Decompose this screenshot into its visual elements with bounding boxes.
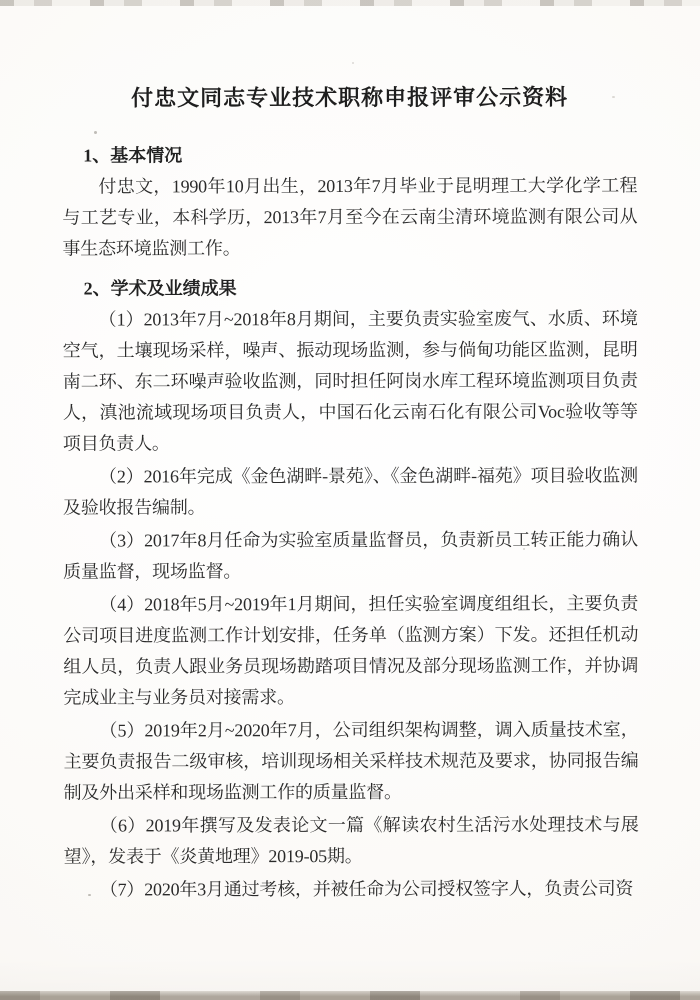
section-heading-achievements: 2、学术及业绩成果 bbox=[83, 278, 237, 299]
achievement-item-7: （7）2020年3月通过考核，并被任命为公司授权签字人，负责公司资 bbox=[99, 878, 634, 900]
scan-edge-bottom-artifact bbox=[0, 991, 700, 1000]
document-body bbox=[62, 83, 639, 907]
achievement-item-6: （6）2019年撰写及发表论文一篇《解读农村生活污水处理技术与展望》，发表于《炎黄地理》2019-05期。 bbox=[63, 814, 639, 867]
section-heading-basic-info: 1、基本情况 bbox=[83, 145, 183, 166]
achievement-item-4: （4）2018年5月~2019年1月期间，担任实验室调度组组长，主要负责公司项目进度监测工作计划安排，任务单（监测方案）下发。还担任机动组人员，负责人跟业务员现场勘踏项目情况及部分现场监测工作，并协调完成业主与业务员对接需求。 bbox=[63, 593, 639, 708]
achievement-item-1: （1）2013年7月~2018年8月期间，主要负责实验室废气、水质、环境空气，土壤现场采样，噪声、振动现场监测，参与倘甸功能区监测，昆明南二环、东二环噪声验收监测，同时担任阿岗水库工程环境监测项目负责人，滇池流域现场项目负责人，中国石化云南石化有限公司Voc验收等等项目负责人。 bbox=[62, 308, 638, 454]
document-title: 付忠文同志专业技术职称申报评审公示资料 bbox=[131, 84, 569, 111]
achievement-item-5: （5）2019年2月~2020年7月，公司组织架构调整，调入质量技术室，主要负责报告二级审核，培训现场相关采样技术规范及要求，协同报告编制及外出采样和现场监测工作的质量监督。 bbox=[63, 719, 639, 803]
basic-info-paragraph: 付忠文，1990年10月出生，2013年7月毕业于昆明理工大学化学工程与工艺专业，本科学历，2013年7月至今在云南尘清环境监测有限公司从事生态环境监测工作。 bbox=[62, 175, 638, 259]
achievement-item-3: （3）2017年8月任命为实验室质量监督员，负责新员工转正能力确认质量监督，现场监督。 bbox=[63, 529, 639, 582]
scan-edge-top-artifact bbox=[0, 0, 700, 6]
scan-speck bbox=[352, 62, 354, 64]
achievement-item-2: （2）2016年完成《金色湖畔-景苑》、《金色湖畔-福苑》项目验收监测及验收报告编制。 bbox=[63, 465, 638, 518]
